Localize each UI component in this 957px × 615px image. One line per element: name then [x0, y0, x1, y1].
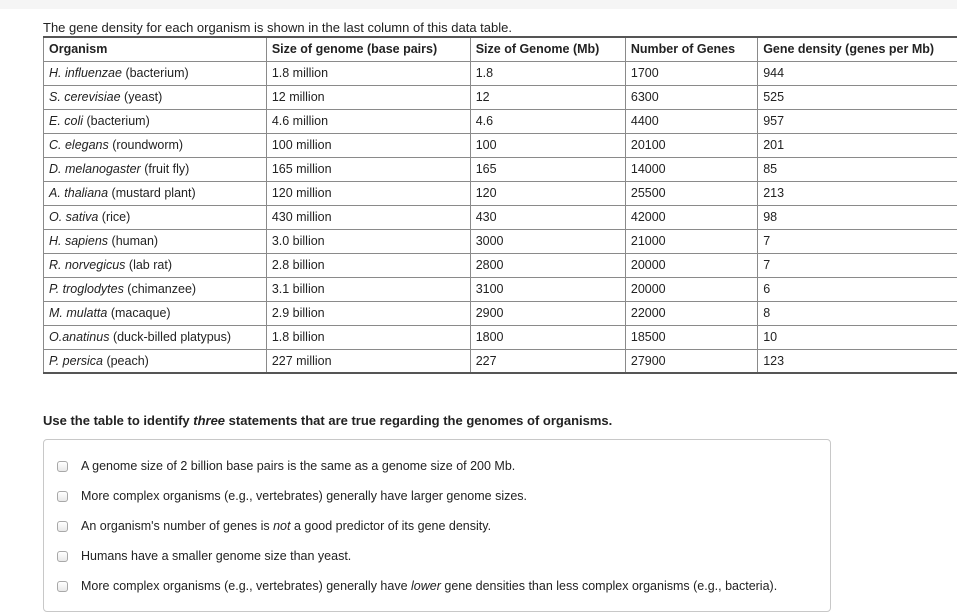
option-label: A genome size of 2 billion base pairs is the same as a genome size of 200 Mb.: [81, 459, 516, 473]
cell-genome-mb: 2800: [470, 253, 625, 277]
cell-organism: [44, 181, 267, 205]
cell-gene-density: 7: [758, 253, 957, 277]
cell-organism: [44, 325, 267, 349]
table-row: [44, 325, 957, 349]
cell-number-genes: 1700: [625, 61, 757, 85]
answer-option[interactable]: [57, 456, 515, 476]
cell-organism: [44, 61, 267, 85]
cell-organism: [44, 253, 267, 277]
cell-organism: [44, 277, 267, 301]
answer-options: [43, 439, 831, 612]
cell-gene-density: 8: [758, 301, 957, 325]
species-name: R. norvegicus: [49, 258, 126, 272]
cell-genome-bp: 1.8 billion: [266, 325, 470, 349]
header-organism: Organism: [44, 37, 267, 61]
table-row: [44, 61, 957, 85]
common-name: (human): [108, 234, 159, 248]
cell-genome-bp: 12 million: [266, 85, 470, 109]
common-name: (peach): [102, 353, 149, 368]
option-label: An organism's number of genes is not a good predictor of its gene density.: [81, 519, 492, 533]
table-row: [44, 133, 957, 157]
cell-genome-mb: 1800: [470, 325, 625, 349]
table-row: [44, 157, 957, 181]
species-name: C. elegans: [49, 138, 109, 152]
species-name: O. sativa: [49, 210, 99, 224]
cell-gene-density: 213: [758, 181, 957, 205]
species-name: P. persica: [49, 353, 103, 368]
checkbox[interactable]: [57, 461, 68, 472]
cell-number-genes: 27900: [625, 349, 757, 373]
cell-genome-bp: 165 million: [266, 157, 470, 181]
species-name: H. influenzae: [49, 66, 122, 80]
cell-genome-bp: 4.6 million: [266, 109, 470, 133]
table-row: [44, 301, 957, 325]
cell-genome-mb: 3100: [470, 277, 625, 301]
cell-gene-density: 944: [758, 61, 957, 85]
common-name: (yeast): [120, 90, 163, 104]
checkbox[interactable]: [57, 581, 68, 592]
table-row: [44, 109, 957, 133]
cell-number-genes: 22000: [625, 301, 757, 325]
cell-gene-density: 98: [758, 205, 957, 229]
table-row: [44, 85, 957, 109]
cell-genome-mb: 2900: [470, 301, 625, 325]
cell-organism: [44, 349, 267, 373]
checkbox[interactable]: [57, 521, 68, 532]
common-name: (rice): [98, 210, 131, 224]
answer-option[interactable]: [57, 516, 491, 536]
cell-genome-bp: 227 million: [266, 349, 470, 373]
emphasis: three: [193, 413, 226, 428]
cell-genome-mb: 100: [470, 133, 625, 157]
cell-gene-density: 123: [758, 349, 957, 373]
intro-text: The gene density for each organism is shown in the last column of this data table.: [43, 20, 512, 35]
cell-genome-mb: 3000: [470, 229, 625, 253]
species-name: O.anatinus: [49, 330, 110, 344]
common-name: (duck-billed platypus): [109, 330, 232, 344]
species-name: P. troglodytes: [49, 282, 124, 296]
header-number-genes: Number of Genes: [625, 37, 757, 61]
common-name: (chimanzee): [123, 282, 197, 296]
table-header-row: [44, 37, 957, 61]
cell-genome-mb: 430: [470, 205, 625, 229]
cell-genome-mb: 120: [470, 181, 625, 205]
checkbox[interactable]: [57, 491, 68, 502]
common-name: (fruit fly): [140, 162, 190, 176]
cell-number-genes: 18500: [625, 325, 757, 349]
question-prompt: Use the table to identify three statements that are true regarding the genomes of organisms.: [43, 413, 613, 428]
cell-organism: [44, 301, 267, 325]
cell-genome-mb: 12: [470, 85, 625, 109]
common-name: (bacterium): [83, 114, 150, 128]
cell-genome-mb: 1.8: [470, 61, 625, 85]
table-row: [44, 349, 957, 373]
header-genome-mb: Size of Genome (Mb): [470, 37, 625, 61]
species-name: M. mulatta: [49, 306, 108, 320]
cell-genome-mb: 227: [470, 349, 625, 373]
species-name: H. sapiens: [49, 234, 109, 248]
species-name: D. melanogaster: [49, 162, 141, 176]
gene-density-table: [43, 36, 957, 374]
top-bar: [0, 0, 957, 9]
table-row: [44, 253, 957, 277]
cell-gene-density: 7: [758, 229, 957, 253]
common-name: (lab rat): [125, 258, 172, 272]
cell-genome-bp: 1.8 million: [266, 61, 470, 85]
cell-gene-density: 525: [758, 85, 957, 109]
table-row: [44, 205, 957, 229]
cell-organism: [44, 109, 267, 133]
answer-option[interactable]: [57, 546, 351, 566]
cell-number-genes: 20000: [625, 253, 757, 277]
option-label: More complex organisms (e.g., vertebrates) generally have larger genome sizes.: [81, 489, 528, 503]
table-row: [44, 229, 957, 253]
table-row: [44, 277, 957, 301]
species-name: A. thaliana: [49, 186, 109, 200]
species-name: S. cerevisiae: [49, 90, 121, 104]
cell-gene-density: 10: [758, 325, 957, 349]
cell-organism: [44, 157, 267, 181]
cell-genome-bp: 120 million: [266, 181, 470, 205]
cell-organism: [44, 85, 267, 109]
cell-gene-density: 85: [758, 157, 957, 181]
cell-number-genes: 14000: [625, 157, 757, 181]
common-name: (mustard plant): [108, 186, 196, 200]
cell-genome-bp: 3.1 billion: [266, 277, 470, 301]
cell-organism: [44, 229, 267, 253]
cell-genome-bp: 430 million: [266, 205, 470, 229]
checkbox[interactable]: [57, 551, 68, 562]
answer-option[interactable]: [57, 576, 777, 596]
common-name: (roundworm): [108, 138, 184, 152]
header-genome-bp: Size of genome (base pairs): [266, 37, 470, 61]
cell-genome-mb: 4.6: [470, 109, 625, 133]
option-label: Humans have a smaller genome size than yeast.: [81, 549, 352, 563]
cell-number-genes: 42000: [625, 205, 757, 229]
species-name: E. coli: [49, 114, 84, 128]
cell-genome-bp: 2.8 billion: [266, 253, 470, 277]
table-row: [44, 181, 957, 205]
common-name: (bacterium): [121, 66, 189, 80]
common-name: (macaque): [107, 306, 171, 320]
cell-genome-bp: 3.0 billion: [266, 229, 470, 253]
cell-gene-density: 6: [758, 277, 957, 301]
answer-option[interactable]: [57, 486, 527, 506]
cell-organism: [44, 205, 267, 229]
cell-number-genes: 4400: [625, 109, 757, 133]
cell-gene-density: 957: [758, 109, 957, 133]
option-label: More complex organisms (e.g., vertebrates) generally have lower gene densities than less complex organisms (e.g., bacteria).: [81, 579, 778, 593]
cell-number-genes: 20000: [625, 277, 757, 301]
cell-number-genes: 21000: [625, 229, 757, 253]
cell-organism: [44, 133, 267, 157]
cell-number-genes: 6300: [625, 85, 757, 109]
cell-genome-bp: 100 million: [266, 133, 470, 157]
cell-genome-bp: 2.9 billion: [266, 301, 470, 325]
cell-number-genes: 20100: [625, 133, 757, 157]
header-gene-density: Gene density (genes per Mb): [758, 37, 957, 61]
cell-gene-density: 201: [758, 133, 957, 157]
cell-genome-mb: 165: [470, 157, 625, 181]
cell-number-genes: 25500: [625, 181, 757, 205]
